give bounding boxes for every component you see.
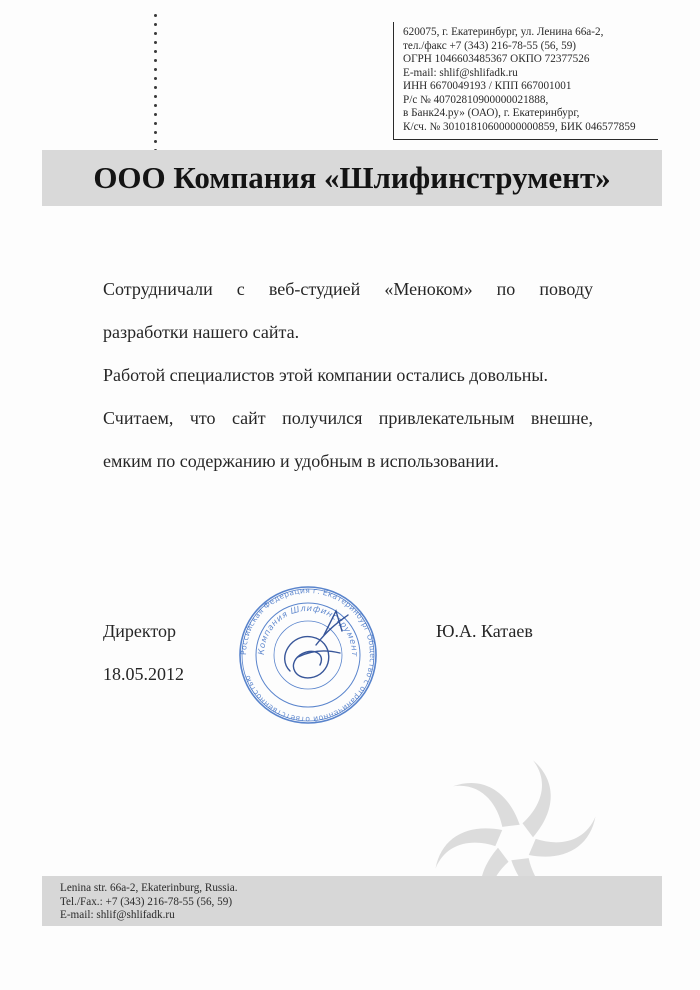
signatory-name: Ю.А. Катаев (436, 621, 533, 641)
company-requisites (393, 22, 658, 140)
requisites-bank: в Банк24.ру» (ОАО), г. Екатеринбург, (403, 107, 580, 119)
footer-address: Lenina str. 66a-2, Ekaterinburg, Russia. (60, 882, 238, 894)
footer-contacts (60, 882, 238, 923)
requisites-inn: ИНН 6670049193 / КПП 667001001 (403, 80, 572, 92)
requisites-corr-account: К/сч. № 30101810600000000859, БИК 046577859 (403, 120, 636, 133)
stamp-outer-text: Российская Федерация г. Екатеринбург Общество с ограниченной ответственностью (238, 585, 378, 725)
footer-band (42, 876, 662, 926)
footer-phone: Tel./Fax.: +7 (343) 216-78-55 (56, 59) (60, 895, 233, 908)
paragraph-3-line-1: Считаем, что сайт получился привлекательным внешне, (103, 408, 593, 428)
requisites-phone: тел./факс +7 (343) 216-78-55 (56, 59) (403, 39, 577, 52)
requisites-account: Р/с № 40702810900000021888, (403, 93, 549, 106)
letter-body (103, 270, 593, 481)
signatory-role: Директор (103, 621, 177, 641)
signature-date: 18.05.2012 (103, 664, 184, 684)
paragraph-1-line-1: Сотрудничали с веб-студией «Меноком» по поводу (103, 279, 593, 299)
footer-email: E-mail: shlif@shlifadk.ru (60, 909, 175, 921)
svg-text:Компания Шлифинструмент (256, 603, 360, 658)
requisites-email: E-mail: shlif@shlifadk.ru (403, 66, 518, 79)
paragraph-1-line-2: разработки нашего сайта. (103, 322, 300, 342)
paragraph-3-line-2: емким по содержанию и удобным в использовании. (103, 451, 499, 471)
requisites-ogrn: ОГРН 1046603485367 ОКПО 72377526 (403, 53, 590, 65)
paragraph-2: Работой специалистов этой компании остались довольны. (103, 365, 549, 385)
company-name: ООО Компания «Шлифинструмент» (93, 160, 611, 195)
stamp-inner-text: Компания Шлифинструмент (255, 602, 361, 657)
company-name-band (42, 150, 662, 206)
requisites-address: 620075, г. Екатеринбург, ул. Ленина 66а-2, (403, 26, 604, 38)
fold-dots (154, 14, 158, 158)
company-stamp (228, 585, 388, 725)
handwritten-signature (285, 611, 348, 678)
